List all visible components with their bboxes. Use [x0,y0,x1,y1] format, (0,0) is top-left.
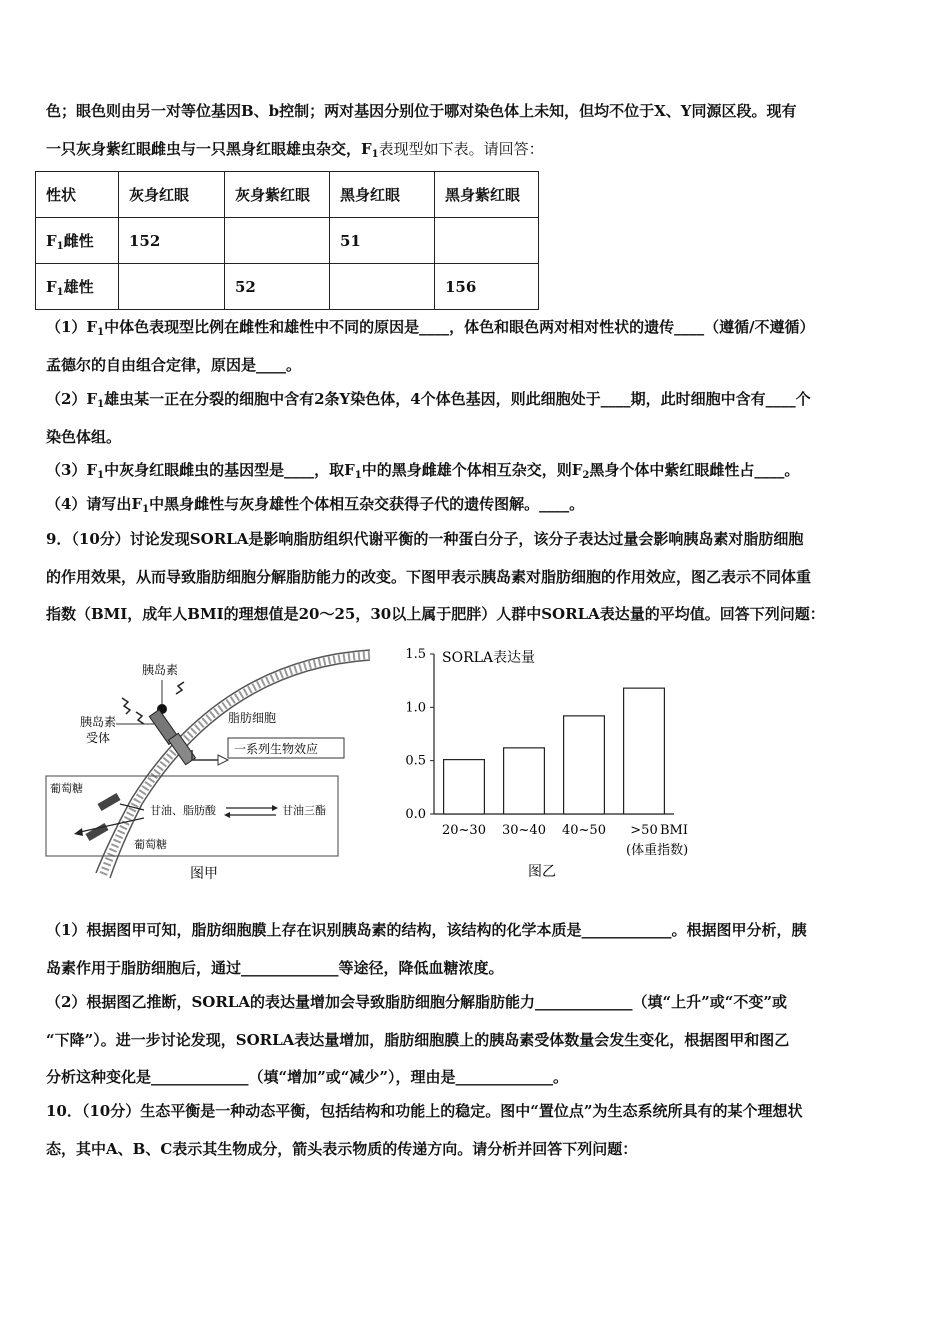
table-cell [119,264,225,310]
signal-squiggle-icon [136,712,144,724]
reverse-arrowhead-icon [224,812,230,818]
glucose-channel-icon [85,823,108,841]
table-header-cell: 性状 [36,172,119,218]
table-cell [330,264,435,310]
intro-line-2: 一只灰身紫红眼雌虫与一只黑身红眼雄虫杂交，$F_1$表现型如下表。请回答： [46,140,544,160]
triglyceride-label: 甘油三酯 [282,804,326,817]
q10-stem-line2: 态，其中A、B、C表示其生物成分，箭头表示物质的传递方向。请分析并回答下列问题： [46,1140,638,1158]
y-tick-label: 0.5 [405,753,426,769]
y-tick-label: 1.5 [405,647,426,662]
effects-label: 一系列生物效应 [234,742,319,756]
table-header-cell: 黑身红眼 [330,172,435,218]
glucose-exit-arrow [80,818,144,832]
bar [624,688,665,814]
q9-part2-line2: “下降”）。进一步讨论发现，SORLA表达量增加，脂肪细胞膜上的胰岛素受体数量会发生变化，根据图甲和图乙 [46,1031,790,1049]
q8-part2-line2: 染色体组。 [46,428,122,446]
x-tick-label: 40~50 [562,823,606,838]
row-label-male: $F_1$雄性 [36,264,119,310]
figure-b-caption: 图乙 [528,864,556,880]
q8-part1-line1: $(1)F_1$中体色表现型比例在雌性和雄性中不同的原因是____，体色和眼色两对相对性状的遗传____（遵循/不遵循） [46,318,815,338]
q9-part1-line1: （1）根据图甲可知，脂肪细胞膜上存在识别胰岛素的结构，该结构的化学本质是____________。根据图甲分析，胰 [46,921,807,939]
q9-part1-line2: 岛素作用于脂肪细胞后，通过_____________等途径，降低血糖浓度。 [46,959,504,977]
row-label-female: $F_1$雌性 [36,218,119,264]
table-header-cell: 灰身紫红眼 [225,172,330,218]
q8-part4: （4）请写出$F_1$中黑身雌性与灰身雄性个体相互杂交获得子代的遗传图解。____。 [46,495,585,515]
q9-part2-line3: 分析这种变化是_____________（填“增加”或“减少”），理由是_____________。 [46,1068,569,1086]
y-tick-label: 1.0 [405,700,426,716]
table-row [36,218,539,264]
figure-a-caption: 图甲 [190,866,218,882]
x-tick-label: >50 [630,823,658,838]
intro-line-1: 色；眼色则由另一对等位基因B、b控制；两对基因分别位于哪对染色体上未知，但均不位于X、Y同源区段。现有 [46,102,797,120]
table-cell [225,218,330,264]
q10-stem-line1: 10．（10分）生态平衡是一种动态平衡，包括结构和功能上的稳定。图中“置位点”为生态系统所具有的某个理想状 [46,1102,803,1120]
figure-a-diagram [40,638,380,890]
q9-part2-line1: （2）根据图乙推断，SORLA的表达量增加会导致脂肪细胞分解脂肪能力_____________（填“上升”或“不变”或 [46,993,788,1011]
signal-squiggle-icon [176,682,184,694]
glucose-exit-arrowhead-icon [74,828,83,836]
f1-phenotype-table [35,171,539,310]
table-header-cell: 灰身红眼 [119,172,225,218]
cell-label: 脂肪细胞 [228,711,277,725]
bar [564,716,605,814]
effect-arrowhead-icon [218,755,228,765]
effect-arrow-icon [192,750,218,760]
bar [444,760,485,814]
signal-squiggle-icon [122,698,130,714]
table-row [36,264,539,310]
chart-title: SORLA表达量 [442,650,536,666]
x-axis-label-bmi: BMI [660,823,688,838]
y-tick-label: 0.0 [405,807,426,822]
table-cell: 52 [225,264,330,310]
insulin-label: 胰岛素 [142,663,179,677]
q9-stem-line1: 9．（10分）讨论发现SORLA是影响脂肪组织代谢平衡的一种蛋白分子，该分子表达过量会影响胰岛素对脂肪细胞 [46,530,804,548]
q9-stem-line2: 的作用效果，从而导致脂肪细胞分解脂肪能力的改变。下图甲表示胰岛素对脂肪细胞的作用效应，图乙表示不同体重 [46,568,812,586]
x-tick-label: 20~30 [442,823,486,838]
table-cell [435,218,539,264]
table-header-row [36,172,539,218]
q8-part1-line2: 孟德尔的自由组合定律，原因是____。 [46,356,302,374]
x-tick-label: 30~40 [502,823,546,838]
table-cell: 51 [330,218,435,264]
x-axis-label-note: (体重指数) [626,843,689,858]
receptor-label-1: 胰岛素 [80,715,117,729]
q8-part3: $(3)F_1$中灰身红眼雌虫的基因型是____，取$F_1$中的黑身雌雄个体相互杂交，则$F_2$黑身个体中紫红眼雌性占____。 [46,461,800,481]
receptor-label-2: 受体 [86,731,111,745]
table-header-cell: 黑身紫红眼 [435,172,539,218]
glucose-top-label: 葡萄糖 [50,782,83,795]
glycerol-label: 甘油、脂肪酸 [150,804,216,817]
q9-stem-line3: 指数（BMI，成年人BMI的理想值是20～25，30以上属于肥胖）人群中SORLA表达量的平均值。回答下列问题： [46,605,825,623]
glucose-bottom-label: 葡萄糖 [134,838,167,851]
forward-arrowhead-icon [272,805,278,811]
sorla-bar-chart [398,638,728,886]
table-cell: 152 [119,218,225,264]
q8-part2-line1: $(2)F_1$雄虫某一正在分裂的细胞中含有2条Y染色体，4个体色基因，则此细胞处于____期，此时细胞中含有____个 [46,390,811,410]
glucose-channel-icon [97,793,120,811]
table-cell: 156 [435,264,539,310]
bar [504,748,545,814]
